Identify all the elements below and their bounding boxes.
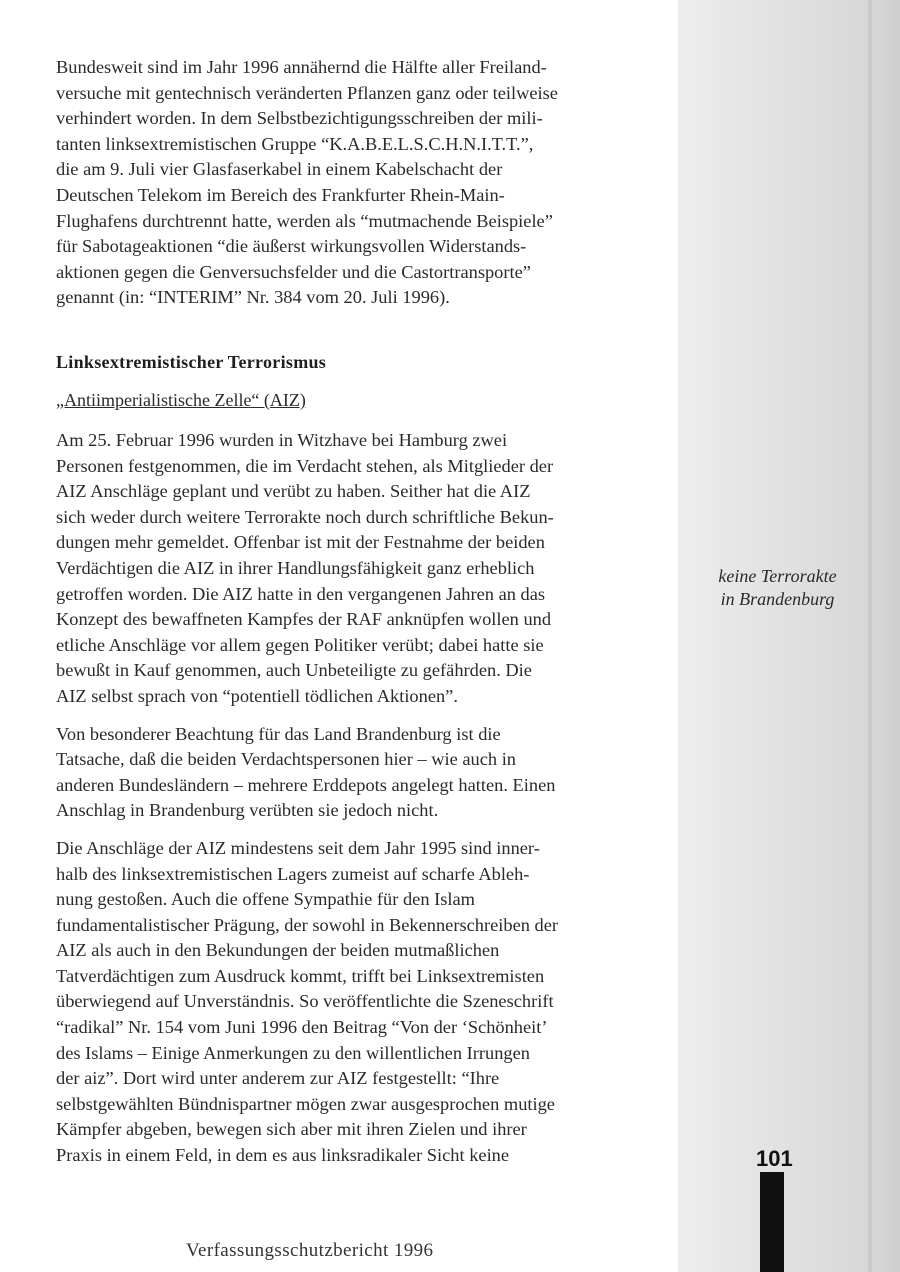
text-line: tanten linksextremistischen Gruppe “K.A.B.E.L.S.C.H.N.I.T.T.”, [56,133,534,154]
text-line: Bundesweit sind im Jahr 1996 annähernd die Hälfte aller Freiland- [56,57,547,77]
text-line: versuche mit gentechnisch veränderten Pflanzen ganz oder teilweise [56,82,558,103]
paragraph [56,55,656,311]
text-line: anderen Bundesländern – mehrere Erddepots angelegt hatten. Einen [56,774,556,795]
text-line: Von besonderer Beachtung für das Land Brandenburg ist die [56,723,501,744]
text-line: bewußt in Kauf genommen, auch Unbeteiligte zu gefährden. Die [56,660,532,681]
text-line: Praxis in einem Feld, in dem es aus linksradikaler Sicht keine [56,1145,510,1166]
text-line: selbstgewählten Bündnispartner mögen zwar ausgesprochen mutige [56,1093,555,1114]
text-line: fundamentalistischer Prägung, der sowohl in Bekennerschreiben der [56,914,559,935]
text-line: Die Anschläge der AIZ mindestens seit dem Jahr 1995 sind inner- [56,837,540,858]
text-line: AIZ selbst sprach von “potentiell tödlichen Aktionen”. [56,685,458,706]
paragraph [56,836,661,1169]
text-line: überwiegend auf Unverständnis. So veröffentlichte die Szeneschrift [56,991,554,1012]
text-line: getroffen worden. Die AIZ hatte in den vergangenen Jahren an das [56,583,546,604]
intro-paragraph [56,55,656,311]
text-line: dungen mehr gemeldet. Offenbar ist mit der Festnahme der beiden [56,532,545,553]
text-line: Personen festgenommen, die im Verdacht stehen, als Mitglieder der [56,455,554,476]
margin-note-line: keine Terrorakte [718,566,837,586]
text-line: Tatverdächtigen zum Ausdruck kommt, trifft bei Linksextremisten [56,965,545,986]
text-line: aktionen gegen die Genversuchsfelder und die Castortransporte” [56,261,531,282]
text-line: Konzept des bewaffneten Kampfes der RAF anknüpfen wollen und [56,609,552,630]
section-heading: Linksextremistischer Terrorismus [56,352,327,372]
text-line: AIZ Anschläge geplant und verübt zu haben. Seither hat die AIZ [56,481,531,502]
subheading: „Antiimperialistische Zelle“ (AIZ) [56,390,306,410]
text-line: nung gestoßen. Auch die offene Sympathie für den Islam [56,889,475,910]
text-line: etliche Anschläge vor allem gegen Politiker verübt; dabei hatte sie [56,634,544,655]
text-line: sich weder durch weitere Terrorakte noch durch schriftliche Bekun- [56,506,554,527]
margin-strip [678,0,900,1272]
text-line: Anschlag in Brandenburg verübten sie jedoch nicht. [56,800,439,821]
page-footer: Verfassungsschutzbericht 1996 [186,1240,434,1261]
text-line: Tatsache, daß die beiden Verdachtspersonen hier – wie auch in [56,749,517,770]
text-line: AIZ als auch in den Bekundungen der beiden mutmaßlichen [56,940,500,961]
text-line: halb des linksextremistischen Lagers zumeist auf scharfe Ableh- [56,863,530,884]
text-line: Kämpfer abgeben, bewegen sich aber mit ihren Zielen und ihrer [56,1119,527,1140]
text-line: Am 25. Februar 1996 wurden in Witzhave bei Hamburg zwei [56,430,508,450]
margin-note-line: in Brandenburg [720,589,835,609]
text-line: verhindert worden. In dem Selbstbezichtigungsschreiben der mili- [56,108,543,129]
text-line: des Islams – Einige Anmerkungen zu den willentlichen Irrungen [56,1042,530,1063]
text-line: Verdächtigen die AIZ in ihrer Handlungsfähigkeit ganz erheblich [56,557,535,578]
text-line: für Sabotageaktionen “die äußerst wirkungsvollen Widerstands- [56,236,527,257]
text-line: der aiz”. Dort wird unter anderem zur AIZ festgestellt: “Ihre [56,1068,500,1089]
margin-note [690,565,865,611]
text-line: Flughafens durchtrennt hatte, werden als “mutmachende Beispiele” [56,210,553,231]
text-line: genannt (in: “INTERIM” Nr. 384 vom 20. Juli 1996). [56,287,450,308]
paragraph [56,428,661,710]
text-line: die am 9. Juli vier Glasfaserkabel in einem Kabelschacht der [56,159,503,180]
text-line: “radikal” Nr. 154 vom Juni 1996 den Beitrag “Von der ‘Schönheit’ [56,1017,548,1038]
thumb-index-bar [760,1172,784,1272]
text-line: Deutschen Telekom im Bereich des Frankfurter Rhein-Main- [56,184,505,205]
page-number: 101 [756,1146,793,1171]
section-body [56,428,661,1181]
paragraph [56,722,661,824]
